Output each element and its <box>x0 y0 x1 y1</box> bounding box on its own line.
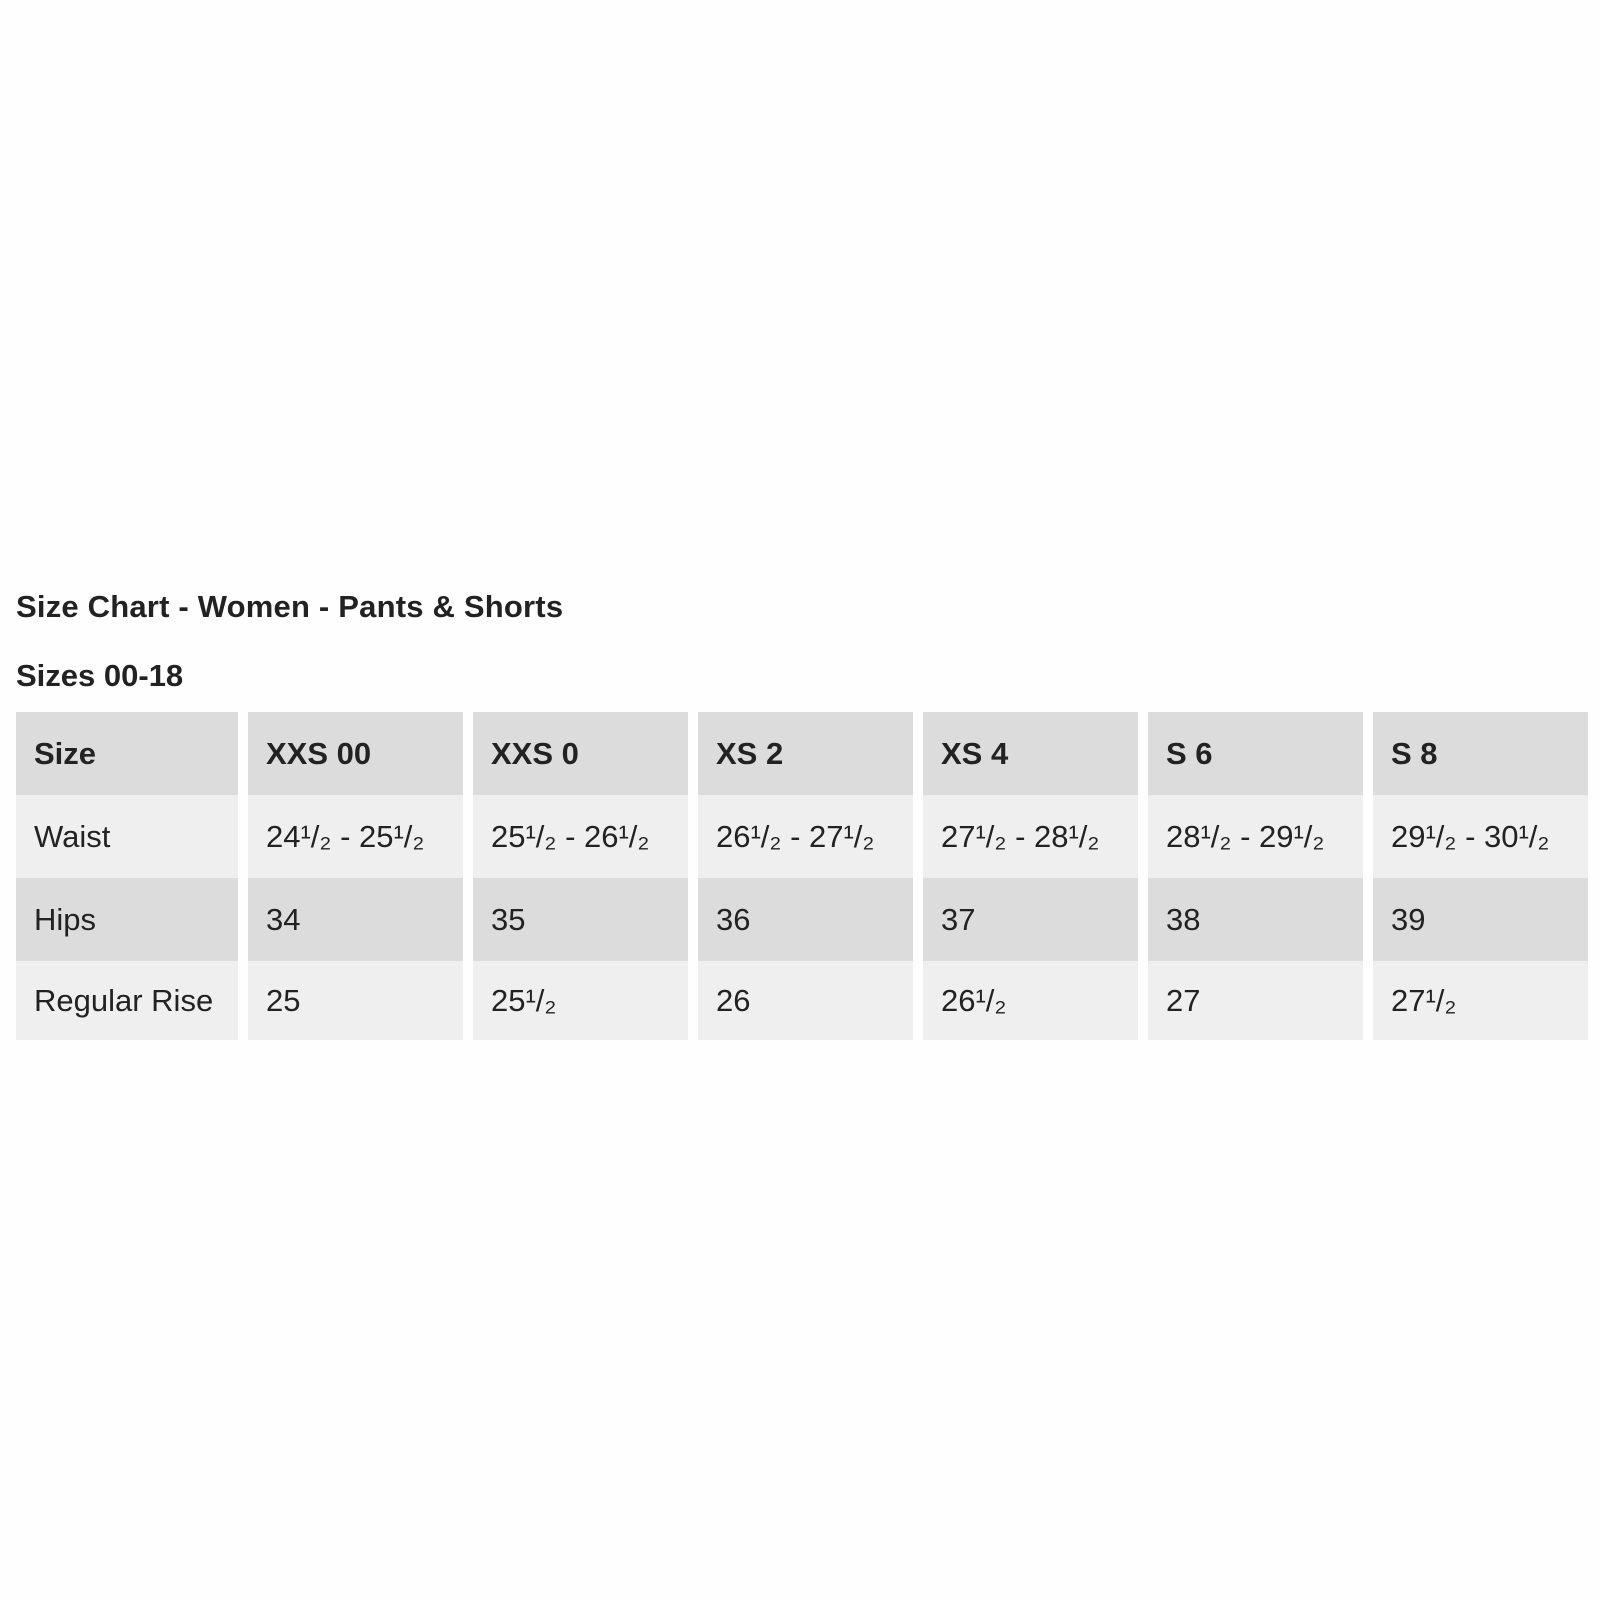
header-cell-s-8: S 8 <box>1373 712 1588 795</box>
table-cell: 37 <box>923 878 1138 961</box>
table-cell: 27¹/₂ - 28¹/₂ <box>923 795 1138 878</box>
row-label-waist: Waist <box>16 795 238 878</box>
table-row-waist <box>16 795 1588 878</box>
table-cell: 28¹/₂ - 29¹/₂ <box>1148 795 1363 878</box>
table-header-row <box>16 712 1588 795</box>
table-cell: 25¹/₂ <box>473 961 688 1040</box>
row-label-hips: Hips <box>16 878 238 961</box>
table-cell: 36 <box>698 878 913 961</box>
header-cell-s-6: S 6 <box>1148 712 1363 795</box>
table-cell: 25 <box>248 961 463 1040</box>
page-subtitle: Sizes 00-18 <box>16 658 184 693</box>
header-cell-xs-2: XS 2 <box>698 712 913 795</box>
table-cell: 35 <box>473 878 688 961</box>
table-cell: 27 <box>1148 961 1363 1040</box>
table-row-hips <box>16 878 1588 961</box>
table-cell: 26 <box>698 961 913 1040</box>
table-cell: 26¹/₂ <box>923 961 1138 1040</box>
page-title: Size Chart - Women - Pants & Shorts <box>16 589 564 624</box>
table-cell: 29¹/₂ - 30¹/₂ <box>1373 795 1588 878</box>
header-cell-xxs-00: XXS 00 <box>248 712 463 795</box>
header-cell-size: Size <box>16 712 238 795</box>
table-cell: 38 <box>1148 878 1363 961</box>
table-row-regular-rise <box>16 961 1588 1040</box>
row-label-regular-rise: Regular Rise <box>16 961 238 1040</box>
size-chart-table <box>6 712 1598 1040</box>
table-cell: 27¹/₂ <box>1373 961 1588 1040</box>
header-cell-xs-4: XS 4 <box>923 712 1138 795</box>
table-cell: 26¹/₂ - 27¹/₂ <box>698 795 913 878</box>
table-cell: 24¹/₂ - 25¹/₂ <box>248 795 463 878</box>
header-cell-xxs-0: XXS 0 <box>473 712 688 795</box>
table-cell: 34 <box>248 878 463 961</box>
table-cell: 39 <box>1373 878 1588 961</box>
table-cell: 25¹/₂ - 26¹/₂ <box>473 795 688 878</box>
